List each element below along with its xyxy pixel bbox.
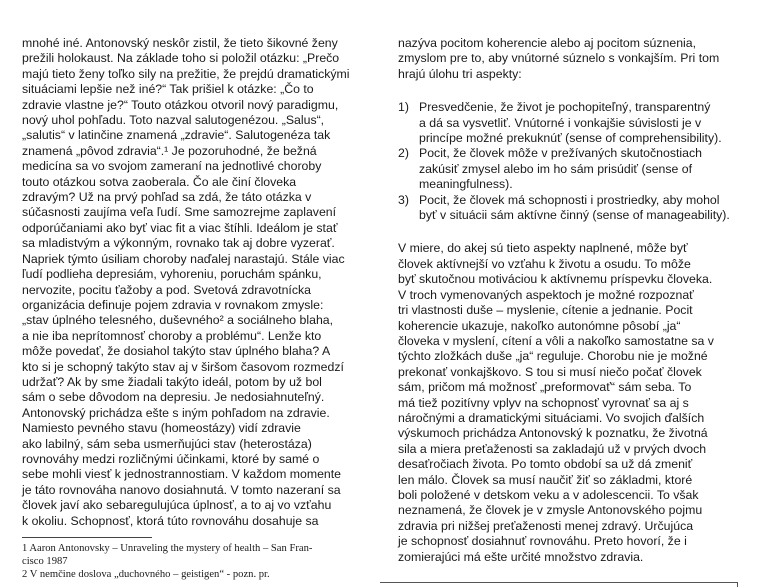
text-line: Namiesto pevného stavu (homeostázy) vidí zdravie	[22, 421, 301, 436]
text-line: človeka v myslení, cítení a vôli a nakoľko samostatne sa v	[398, 333, 714, 348]
text-line: súčasnosti zaujíma veľa ľudí. Sme samozrejme zaplavení	[22, 205, 337, 220]
left-column	[22, 36, 360, 529]
aspect-item	[398, 193, 735, 224]
text-line: znamená „pôvod zdravia“.¹ Je pozoruhodné, že bežná	[22, 143, 317, 158]
text-line: Pocit, že človek má schopnosti i prostriedky, aby mohol	[419, 192, 720, 207]
text-line: rovnováhy medzi rozličnými účinkami, ktoré by samé o	[22, 451, 320, 466]
text-line: Pocit, že človek môže v prežívaných skutočnostiach	[419, 146, 702, 161]
page-bottom-rule-corner	[737, 582, 738, 587]
item-number: 3)	[398, 192, 409, 207]
text-line: človek aktívnejší vo vzťahu k životu a osudu. To môže	[398, 256, 691, 271]
text-line: týchto zložkách duše „ja“ reguluje. Chorobu nie je možné	[398, 349, 708, 364]
text-line: sebe mohli viesť k jednostrannostiam. V každom momente	[22, 467, 342, 482]
text-line: hrajú úlohu tri aspekty:	[398, 66, 522, 81]
text-line: je schopnosť dosiahnuť rovnováhu. Preto hovorí, že i	[398, 534, 687, 549]
footnote-divider	[22, 537, 152, 538]
text-line: sa mladistvým a výkonným, rovnako tak aj dobre vyzerať.	[22, 236, 335, 251]
text-line: V miere, do akej sú tieto aspekty naplnené, môže byť	[398, 241, 688, 256]
text-line: kto si je schopný takýto stav aj v širšom časovom rozmedzí	[22, 359, 344, 374]
aspect-item	[398, 146, 735, 192]
text-line: nervozite, pocitu ťažoby a pod. Svetová zdravotnícka	[22, 282, 311, 297]
footnote-line: 2 V nemčine doslova „duchovného – geistigen“ - pozn. pr.	[22, 569, 270, 580]
text-line: k okoliu. Schopnosť, ktorá túto rovnováhu dosahuje sa	[22, 513, 319, 528]
text-line: „stav úplného telesného, duševného² a sociálneho blaha,	[22, 313, 334, 328]
text-line: a nie iba neprítomnosť choroby a problému“. Lenže kto	[22, 328, 322, 343]
text-line: boli položené v detskom veku a v adolescencii. To však	[398, 487, 699, 502]
text-line: mnohé iné. Antonovský neskôr zistil, že tieto šikovné ženy	[22, 36, 338, 50]
text-line: byť skutočnou motiváciou k aktívnemu príspevku človeka.	[398, 272, 713, 287]
aspects-list	[398, 100, 735, 223]
footnote-line: 1 Aaron Antonovsky – Unraveling the mystery of health – San Fran-	[22, 543, 313, 554]
text-line: ľudí podlieha depresiám, vyhoreniu, poruchám spánku,	[22, 267, 322, 282]
text-line: sám, pričom má možnosť „preformovať“ sám seba. To	[398, 380, 692, 395]
right-column	[398, 36, 735, 565]
text-line: zmyslom pre to, aby vnútorné súznelo s vonkajším. Pri tom	[398, 51, 720, 66]
text-line: výskumoch prichádza Antonovský k poznatku, že životná	[398, 426, 708, 441]
text-line: koherencie ukazuje, nakoľko autonómne pôsobí „ja“	[398, 318, 681, 333]
text-line: zakúsiť zmysel alebo im ho sám prisúdiť (sense of	[419, 161, 693, 176]
text-line: sila a miera preťaženosti sa zakladajú už v prvých dvoch	[398, 441, 707, 456]
text-line: situáciami lepšie než iné?“ Tak prišiel k otázke: „Čo to	[22, 82, 314, 97]
text-line: tri vlastnosti duše – myslenie, cítenie a jednanie. Pocit	[398, 303, 693, 318]
page-bottom-rule	[380, 582, 737, 583]
aspect-item	[398, 100, 735, 146]
text-line: zdravie vlastne je?“ Touto otázkou otvoril nový paradigmu,	[22, 97, 339, 112]
text-line: desaťročiach života. Po tomto období sa už dá zmeniť	[398, 457, 693, 472]
paragraph-gap	[398, 82, 735, 100]
text-line: a dá sa vysvetliť. Vnútorné i vonkajšie súvislosti je v	[419, 115, 702, 130]
text-line: „salutis“ v latinčine znamená „zdravie“. Salutogenéza tak	[22, 128, 331, 143]
text-line: má tiež pozitívny vplyv na schopnosť vyrovnať sa aj s	[398, 395, 689, 410]
text-line: odporúčaniami ako byť viac fit a viac štíhli. Ideálom je stať	[22, 220, 338, 235]
text-line: touto otázkou sotva zaoberala. Čo ale činí človeka	[22, 174, 297, 189]
text-line: byť v situácii sám aktívne činný (sense of manageability).	[419, 208, 730, 223]
footnotes	[22, 542, 367, 581]
text-line: zdravým? Už na prvý pohľad sa zdá, že táto otázka v	[22, 190, 312, 205]
text-line: zdravia pri nižšej preťaženosti menej zdravý. Určujúca	[398, 518, 694, 533]
text-line: človek javí ako sebaregulujúca úplnosť, a to aj vo vzťahu	[22, 498, 332, 513]
text-line: nový uhol pohľadu. Toto nazval salutogenézou. „Salus“,	[22, 113, 325, 128]
text-line: Presvedčenie, že život je pochopiteľný, transparentný	[419, 100, 711, 115]
paragraph-gap	[398, 223, 735, 241]
text-line: len málo. Človek sa musí naučiť žiť so základmi, ktoré	[398, 472, 693, 487]
text-line: náročnými a dramatickými situáciami. Vo svojich ďalších	[398, 410, 705, 425]
text-line: organizácia definuje pojem zdravia v rovnakom zmysle:	[22, 297, 324, 312]
text-line: Napriek týmto úsiliam choroby naďalej narastajú. Stále viac	[22, 251, 345, 266]
text-line: neznamená, že človek je v zmysle Antonovského pojmu	[398, 503, 703, 518]
text-line: meaningfulness).	[419, 177, 513, 192]
text-line: majú tieto ženy toľko sily na prežitie, že prejdú dramatickými	[22, 66, 350, 81]
text-line: princípe možné prekuknúť (sense of comprehensibility).	[419, 131, 722, 146]
text-line: V troch vymenovaných aspektoch je možné rozpoznať	[398, 287, 694, 302]
text-line: ako labilný, sám seba usmerňujúci stav (heterostáza)	[22, 436, 312, 451]
footnote-line: cisco 1987	[22, 556, 68, 567]
text-line: nazýva pocitom koherencie alebo aj pocitom súznenia,	[398, 36, 697, 50]
text-line: môže povedať, že dosiahol takýto stav úplného blaha? A	[22, 344, 331, 359]
text-line: je táto rovnováha nanovo dosiahnutá. V tomto nazeraní sa	[22, 482, 341, 497]
text-line: udržať? Ak by sme žiadali takýto ideál, potom by už bol	[22, 374, 322, 389]
text-line: sám o sebe dôvodom na depresiu. Je nedosiahnuteľný.	[22, 390, 325, 405]
item-number: 2)	[398, 146, 409, 161]
text-line: prežili holokaust. Na základe toho si položil otázku: „Prečo	[22, 51, 340, 66]
text-line: medicína sa vo svojom zameraní na jednotlivé choroby	[22, 159, 322, 174]
text-line: Antonovský prichádza ešte s iným pohľadom na zdravie.	[22, 405, 330, 420]
text-line: prekonať vonkajškovo. S tou si musí niečo počať človek	[398, 364, 702, 379]
text-line: zomierajúci má ešte určité množstvo zdravia.	[398, 549, 644, 564]
item-number: 1)	[398, 100, 409, 115]
